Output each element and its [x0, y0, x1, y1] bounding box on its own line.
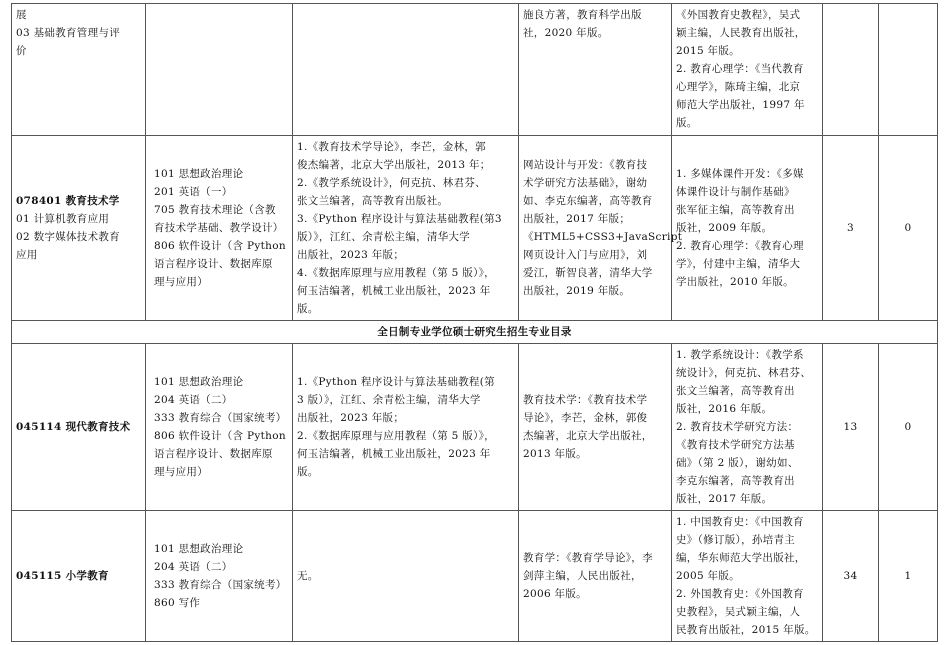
- retest-line: 导论》，李芒，金林，郭俊: [523, 412, 648, 424]
- reference-line: 无。: [297, 570, 319, 582]
- extra-line: 2. 教育技术学研究方法：: [676, 421, 799, 433]
- retest-line: 网页设计入门与应用》，刘: [523, 249, 648, 261]
- retest-line: 如、李克东编著，高等教育: [523, 195, 653, 207]
- retest-line: 网站设计与开发：《教育技: [523, 159, 648, 171]
- retest-books-cell: [519, 136, 683, 321]
- exam-subjects-cell: [146, 511, 293, 642]
- direction-item: 01 计算机教育应用: [16, 213, 110, 225]
- reference-line: 版。: [297, 466, 319, 478]
- exempt-cell: 0: [879, 344, 938, 511]
- extra-line: 2. 外国教育史：《外国教育: [676, 588, 804, 600]
- direction-item: 应用: [16, 249, 38, 261]
- extra-line: 学出版社，2010 年版。: [676, 276, 794, 288]
- retest-books-cell: [519, 511, 672, 642]
- reference-line: 何玉洁编著，机械工业出版社，2023 年: [297, 448, 491, 460]
- retest-line: 杰编著，北京大学出版社，: [523, 430, 653, 442]
- retest-line: 出版社，2019 年版。: [523, 285, 631, 297]
- quota-cell: 34: [823, 511, 879, 642]
- major-cell: [12, 136, 146, 321]
- reference-line: 2.《教学系统设计》，何克抗、林君芬、: [297, 177, 486, 189]
- extra-line: 1. 中国教育史：《中国教育: [676, 516, 804, 528]
- extra-line: 心理学》，陈琦主编，北京: [676, 81, 801, 93]
- retest-line: 教育技术学：《教育技术学: [523, 394, 648, 406]
- reference-line: 何玉洁编著，机械工业出版社，2023 年: [297, 285, 491, 297]
- retest-line: 《HTML5+CSS3+JavaScript: [523, 231, 683, 243]
- extra-line: 编，华东师范大学出版社，: [676, 552, 806, 564]
- reference-books-cell: [293, 344, 519, 511]
- exam-subject: 101 思想政治理论: [154, 543, 244, 555]
- extra-line: 版。: [676, 117, 698, 129]
- reference-books-cell: [293, 136, 519, 321]
- reference-line: 3.《Python 程序设计与算法基础教程(第3: [297, 213, 502, 225]
- major-line: 展: [16, 9, 27, 21]
- retest-books-cell: [519, 344, 672, 511]
- reference-line: 1.《Python 程序设计与算法基础教程(第: [297, 376, 495, 388]
- reference-line: 版）》，江红、余青松主编，清华大学: [297, 231, 471, 243]
- extra-line: 学》，付建中主编，清华大: [676, 258, 801, 270]
- extra-line: 史》（修订版），孙培青主: [676, 534, 796, 546]
- reference-line: 出版社，2023 年版；: [297, 412, 405, 424]
- retest-line: 2006 年版。: [523, 588, 587, 600]
- reference-line: 版。: [297, 303, 319, 315]
- reference-books-cell: [293, 511, 519, 642]
- exam-subjects-cell: [146, 344, 293, 511]
- retest-line: 术学研究方法基础》，谢幼: [523, 177, 648, 189]
- extra-line: 版社，2016 年版。: [676, 403, 773, 415]
- exam-subject: 860 写作: [154, 597, 201, 609]
- retest-line: 出版社，2017 年版；: [523, 213, 631, 225]
- retest-books-cell: [519, 4, 672, 136]
- quota-cell: 3: [823, 136, 879, 321]
- extra-line: 统设计》，何克抗、林君芬、: [676, 367, 812, 379]
- major-line: 价: [16, 45, 27, 57]
- major-cell: [12, 511, 146, 642]
- retest-line: 爱江，靳智良著，清华大学: [523, 267, 653, 279]
- extra-line: 《教育技术学研究方法基: [676, 439, 795, 451]
- extra-line: 李克东编著，高等教育出: [676, 475, 795, 487]
- direction-item: 02 数字媒体技术教育: [16, 231, 120, 243]
- exam-subject: 204 英语（二）: [154, 394, 233, 406]
- table-row: [12, 511, 938, 642]
- reference-line: 3 版）》，江红、余青松主编，清华大学: [297, 394, 481, 406]
- extra-line: 版社，2009 年版。: [676, 222, 773, 234]
- exam-subject: 101 思想政治理论: [154, 168, 244, 180]
- exam-subjects-cell: [146, 4, 293, 136]
- exam-subject: 理与应用）: [154, 276, 208, 288]
- exam-subject: 204 英语（二）: [154, 561, 233, 573]
- extra-line: 张文兰编著，高等教育出: [676, 385, 795, 397]
- table-row: [12, 344, 938, 511]
- table-row: [12, 136, 938, 321]
- extra-exam-books-cell: [672, 344, 823, 511]
- exam-subjects-cell: [146, 136, 293, 321]
- reference-line: 张文兰编著，高等教育出版社。: [297, 195, 449, 207]
- exempt-cell: 1: [879, 511, 938, 642]
- exempt-cell: 0: [879, 136, 938, 321]
- reference-line: 4.《数据库原理与应用教程（第 5 版）》，: [297, 267, 495, 279]
- exam-subject: 806 软件设计（含 Python: [154, 240, 286, 252]
- extra-exam-books-cell: [672, 511, 823, 642]
- exam-subject: 333 教育综合（国家统考）: [154, 412, 287, 424]
- extra-line: 体课件设计与制作基础》: [676, 186, 795, 198]
- reference-line: 1.《教育技术学导论》，李芒，金林，郭: [297, 141, 486, 153]
- extra-line: 2. 教育心理学：《教育心理: [676, 240, 804, 252]
- retest-line: 施良方著，教育科学出版: [523, 9, 642, 21]
- exam-subject: 705 教育技术理论（含教: [154, 204, 276, 216]
- exam-subject: 育技术学基础、教学设计）: [154, 222, 284, 234]
- extra-line: 史教程》，吴式颖主编，人: [676, 606, 801, 618]
- extra-line: 《外国教育史教程》，吴式: [676, 9, 801, 21]
- exam-subject: 语言程序设计、数据库原: [154, 258, 273, 270]
- major-cell: [12, 344, 146, 511]
- section-header-row: [12, 321, 938, 344]
- exam-subject: 333 教育综合（国家统考）: [154, 579, 287, 591]
- retest-line: 2013 年版。: [523, 448, 587, 460]
- extra-exam-books-cell: [672, 136, 823, 321]
- exempt-cell: [879, 4, 938, 136]
- exam-subject: 201 英语（一）: [154, 186, 233, 198]
- major-name: 045114 现代教育技术: [16, 421, 131, 433]
- retest-line: 社，2020 年版。: [523, 27, 609, 39]
- extra-line: 师范大学出版社，1997 年: [676, 99, 805, 111]
- reference-line: 2.《数据库原理与应用教程（第 5 版）》，: [297, 430, 495, 442]
- extra-line: 张军征主编，高等教育出: [676, 204, 795, 216]
- exam-subject: 806 软件设计（含 Python: [154, 430, 286, 442]
- exam-subject: 理与应用）: [154, 466, 208, 478]
- major-name: 045115 小学教育: [16, 570, 109, 582]
- reference-books-cell: [293, 4, 519, 136]
- major-name: 078401 教育技术学: [16, 195, 120, 207]
- table-row: [12, 4, 938, 136]
- reference-line: 俊杰编著，北京大学出版社，2013 年；: [297, 159, 491, 171]
- extra-line: 1. 多媒体课件开发：《多媒: [676, 168, 804, 180]
- major-cell: [12, 4, 146, 136]
- exam-subject: 101 思想政治理论: [154, 376, 244, 388]
- section-title: 全日制专业学位硕士研究生招生专业目录: [12, 321, 938, 344]
- extra-line: 2005 年版。: [676, 570, 740, 582]
- extra-line: 2. 教育心理学：《当代教育: [676, 63, 804, 75]
- extra-line: 颖主编，人民教育出版社，: [676, 27, 806, 39]
- quota-cell: [823, 4, 879, 136]
- retest-line: 剑萍主编，人民出版社，: [523, 570, 642, 582]
- exam-subject: 语言程序设计、数据库原: [154, 448, 273, 460]
- extra-line: 版社，2017 年版。: [676, 493, 773, 505]
- graduate-catalog-table: [11, 3, 938, 642]
- reference-line: 出版社，2023 年版；: [297, 249, 405, 261]
- extra-line: 2015 年版。: [676, 45, 740, 57]
- extra-exam-books-cell: [672, 4, 823, 136]
- quota-cell: 13: [823, 344, 879, 511]
- retest-line: 教育学：《教育学导论》，李: [523, 552, 653, 564]
- extra-line: 民教育出版社，2015 年版。: [676, 624, 816, 636]
- extra-line: 础》（第 2 版），谢幼如、: [676, 457, 799, 469]
- major-line: 03 基础教育管理与评: [16, 27, 120, 39]
- extra-line: 1. 教学系统设计：《教学系: [676, 349, 804, 361]
